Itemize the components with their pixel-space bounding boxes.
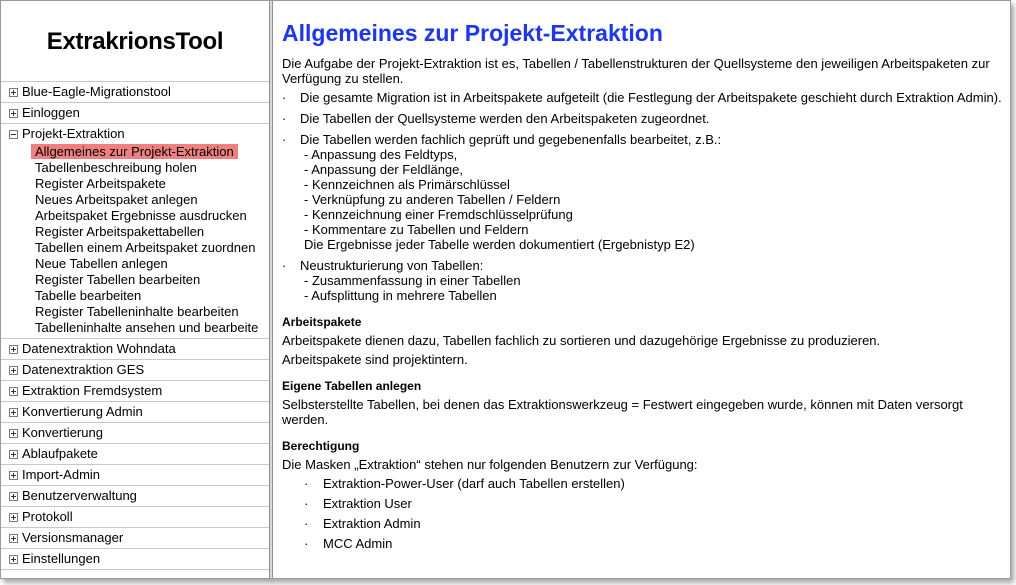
list-item-text: Neustrukturierung von Tabellen: <box>300 258 484 273</box>
user-list-item: · Extraktion Admin <box>282 516 1004 531</box>
sidebar-item-label: Benutzerverwaltung <box>22 488 137 503</box>
section-heading-arbeitspakete: Arbeitspakete <box>282 315 362 329</box>
sidebar-subitem-register-arbeitspakete[interactable] <box>1 176 269 192</box>
section-heading-berechtigung: Berechtigung <box>282 439 360 453</box>
sidebar-subitem-tabelleninhalte-ansehen-und-bearbeite[interactable] <box>1 320 269 336</box>
expand-icon[interactable] <box>9 555 18 564</box>
collapse-icon[interactable] <box>9 130 18 139</box>
sublist-item: - Zusammenfassung in einer Tabellen <box>304 273 521 288</box>
sidebar-subitem-label: Arbeitspaket Ergebnisse ausdrucken <box>35 208 247 223</box>
result-note: Die Ergebnisse jeder Tabelle werden dokumentiert (Ergebnistyp E2) <box>304 237 695 252</box>
sidebar-item-benutzerverwaltung[interactable] <box>1 486 269 507</box>
list-item <box>282 258 1004 303</box>
expand-icon[interactable] <box>9 387 18 396</box>
sidebar-subtree <box>1 144 269 339</box>
sidebar-item-projekt-extraktion[interactable] <box>1 124 269 144</box>
sidebar-item-label: Datenextraktion Wohndata <box>22 341 176 356</box>
list-item <box>282 111 1004 126</box>
sidebar-subitem-label: Tabellenbeschreibung holen <box>35 160 197 175</box>
user-list-item: · Extraktion-Power-User (darf auch Tabellen erstellen) <box>282 476 1004 491</box>
sidebar-item-label: Import-Admin <box>22 467 101 482</box>
sublist-item: - Kennzeichnung einer Fremdschlüsselprüfung <box>304 207 573 222</box>
paragraph: Die Masken „Extraktion“ stehen nur folgenden Benutzern zur Verfügung: <box>282 457 698 472</box>
sidebar-item-blue-eagle-migrationstool[interactable] <box>1 82 269 103</box>
sidebar-subitem-label: Tabellen einem Arbeitspaket zuordnen <box>35 240 256 255</box>
sublist-item: - Aufsplittung in mehrere Tabellen <box>304 288 497 303</box>
sidebar-item-einloggen[interactable] <box>1 103 269 124</box>
expand-icon[interactable] <box>9 109 18 118</box>
sidebar-subitem-label: Allgemeines zur Projekt-Extraktion <box>31 144 238 159</box>
sidebar-item-label: Projekt-Extraktion <box>22 126 125 141</box>
expand-icon[interactable] <box>9 345 18 354</box>
sidebar-item-label: Extraktion Fremdsystem <box>22 383 163 398</box>
list-item-text: Die Tabellen der Quellsysteme werden den Arbeitspaketen zugeordnet. <box>300 111 710 126</box>
expand-icon[interactable] <box>9 88 18 97</box>
splitter[interactable] <box>269 1 273 578</box>
sublist-item: - Verknüpfung zu anderen Tabellen / Feldern <box>304 192 561 207</box>
expand-icon[interactable] <box>9 366 18 375</box>
list-item <box>282 90 1004 105</box>
sidebar-item-label: Konvertierung <box>22 425 103 440</box>
expand-icon[interactable] <box>9 513 18 522</box>
sidebar-subitem-neues-arbeitspaket-anlegen[interactable] <box>1 192 269 208</box>
sidebar-item-datenextraktion-ges[interactable] <box>1 360 269 381</box>
expand-icon[interactable] <box>9 492 18 501</box>
sidebar-subitem-tabellenbeschreibung-holen[interactable] <box>1 160 269 176</box>
sidebar-subitem-label: Neues Arbeitspaket anlegen <box>35 192 198 207</box>
sidebar-item-extraktion-fremdsystem[interactable] <box>1 381 269 402</box>
section-heading-eigene-tabellen: Eigene Tabellen anlegen <box>282 379 422 393</box>
sidebar-subitem-register-tabelleninhalte-bearbeiten[interactable] <box>1 304 269 320</box>
sidebar <box>1 1 269 578</box>
intro-text: Die Aufgabe der Projekt-Extraktion ist es, Tabellen / Tabellenstrukturen der Quellsysteme den jeweiligen Arbeitspaketen zur Verfügung zu stellen. <box>282 56 990 86</box>
sidebar-item-konvertierung-admin[interactable] <box>1 402 269 423</box>
sublist <box>300 273 1004 303</box>
nav-tree <box>1 82 269 570</box>
sidebar-subitem-tabellen-einem-arbeitspaket-zuordnen[interactable] <box>1 240 269 256</box>
page-title: Allgemeines zur Projekt-Extraktion <box>282 20 663 46</box>
paragraph: Arbeitspakete sind projektintern. <box>282 352 468 367</box>
user-list-item: · MCC Admin <box>282 536 1004 551</box>
sidebar-item-label: Einstellungen <box>22 551 101 566</box>
sidebar-subitem-label: Tabelle bearbeiten <box>35 288 142 303</box>
sidebar-item-label: Protokoll <box>22 509 73 524</box>
sidebar-item-versionsmanager[interactable] <box>1 528 269 549</box>
sidebar-subitem-register-tabellen-bearbeiten[interactable] <box>1 272 269 288</box>
sidebar-subitem-neue-tabellen-anlegen[interactable] <box>1 256 269 272</box>
sidebar-subitem-allgemeines-zur-projekt-extraktion[interactable] <box>1 144 269 160</box>
sublist-item: - Anpassung des Feldtyps, <box>304 147 458 162</box>
paragraph: Arbeitspakete dienen dazu, Tabellen fachlich zu sortieren und dazugehörige Ergebnisse zu produzieren. <box>282 333 881 348</box>
sidebar-item-import-admin[interactable] <box>1 465 269 486</box>
sidebar-subitem-arbeitspaket-ergebnisse-ausdrucken[interactable] <box>1 208 269 224</box>
app-logo: ExtrakrionsTool <box>1 1 269 82</box>
sidebar-item-label: Einloggen <box>22 105 80 120</box>
overview-list <box>282 90 1004 303</box>
sidebar-subitem-label: Register Tabellen bearbeiten <box>35 272 201 287</box>
paragraph: Selbsterstellte Tabellen, bei denen das Extraktionswerkzeug = Festwert eingegeben wurde, können mit Daten versorgt werden. <box>282 397 963 427</box>
sidebar-item-datenextraktion-wohndata[interactable] <box>1 339 269 360</box>
sidebar-item-label: Blue-Eagle-Migrationstool <box>22 84 171 99</box>
sidebar-subitem-register-arbeitspakettabellen[interactable] <box>1 224 269 240</box>
user-list <box>282 476 1004 551</box>
sidebar-item-label: Datenextraktion GES <box>22 362 145 377</box>
sidebar-item-label: Konvertierung Admin <box>22 404 143 419</box>
sidebar-item-konvertierung[interactable] <box>1 423 269 444</box>
sidebar-item-protokoll[interactable] <box>1 507 269 528</box>
sublist <box>300 147 1004 237</box>
expand-icon[interactable] <box>9 534 18 543</box>
sublist-item: - Kommentare zu Tabellen und Feldern <box>304 222 529 237</box>
sidebar-item-ablaufpakete[interactable] <box>1 444 269 465</box>
expand-icon[interactable] <box>9 408 18 417</box>
expand-icon[interactable] <box>9 429 18 438</box>
sidebar-item-einstellungen[interactable] <box>1 549 269 570</box>
user-list-item: · Extraktion User <box>282 496 1004 511</box>
sidebar-subitem-label: Tabelleninhalte ansehen und bearbeite <box>35 320 259 335</box>
sidebar-subitem-label: Register Arbeitspakettabellen <box>35 224 205 239</box>
sidebar-subitem-label: Neue Tabellen anlegen <box>35 256 168 271</box>
expand-icon[interactable] <box>9 471 18 480</box>
main-content <box>282 1 1004 578</box>
expand-icon[interactable] <box>9 450 18 459</box>
sidebar-item-label: Ablaufpakete <box>22 446 98 461</box>
list-item <box>282 132 1004 252</box>
sidebar-item-label: Versionsmanager <box>22 530 124 545</box>
list-item-text: Die Tabellen werden fachlich geprüft und gegebenenfalls bearbeitet, z.B.: <box>300 132 722 147</box>
sublist-item: - Anpassung der Feldlänge, <box>304 162 463 177</box>
sidebar-subitem-tabelle-bearbeiten[interactable] <box>1 288 269 304</box>
sublist-item: - Kennzeichnen als Primärschlüssel <box>304 177 510 192</box>
sidebar-subitem-label: Register Tabelleninhalte bearbeiten <box>35 304 239 319</box>
list-item-text: Die gesamte Migration ist in Arbeitspakete aufgeteilt (die Festlegung der Arbeitspakete geschieht durch Extraktion Admin). <box>300 90 1002 105</box>
sidebar-subitem-label: Register Arbeitspakete <box>35 176 166 191</box>
